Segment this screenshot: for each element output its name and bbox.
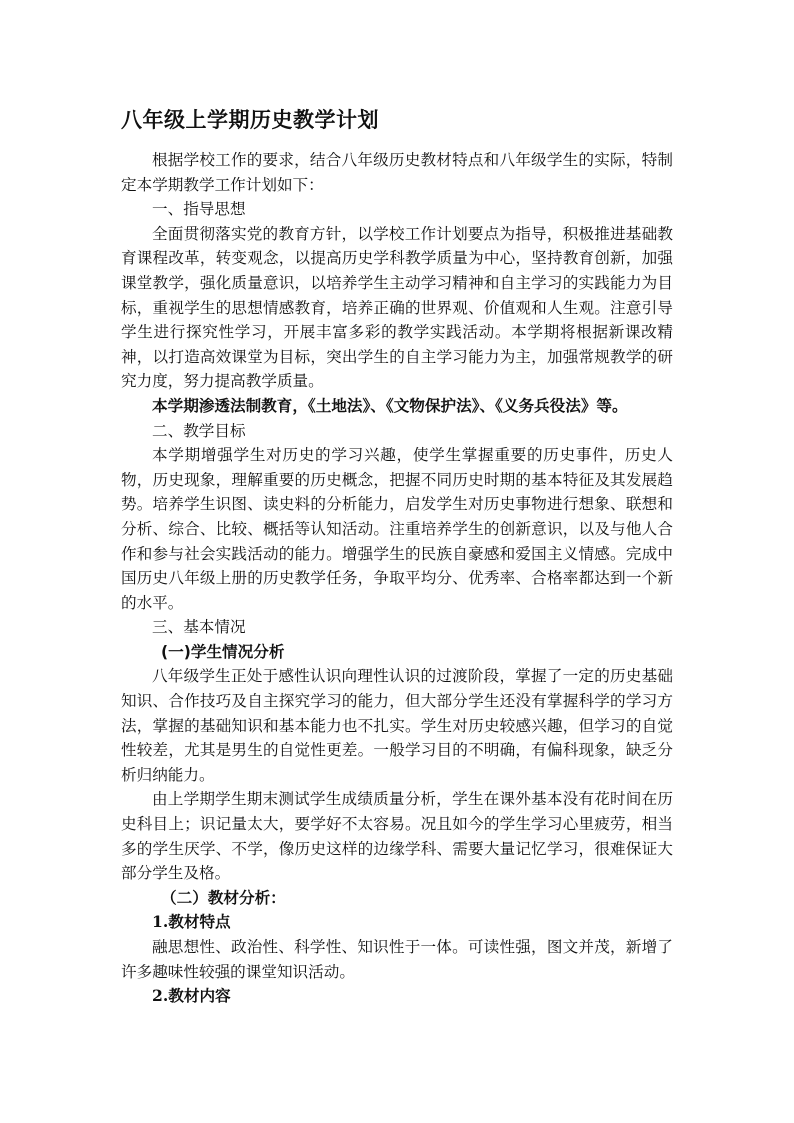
section-heading-teaching-goals: 二、教学目标 — [152, 421, 246, 440]
item-heading-textbook-features: 1.教材特点 — [152, 912, 231, 932]
item-heading-textbook-content: 2.教材内容 — [152, 986, 231, 1006]
subheading-student-analysis: (一)学生情况分析 — [161, 642, 285, 661]
section-heading-guiding-ideology: 一、指导思想 — [152, 200, 246, 219]
legal-education-paragraph: 本学期渗透法制教育，《土地法》、《文物保护法》、《义务兵役法》等。 — [152, 396, 628, 415]
section-heading-basic-situation: 三、基本情况 — [152, 618, 246, 637]
textbook-features-paragraph: 融思想性、政治性、科学性、知识性于一体。可读性强，图文并茂，新增了许多趣味性较强的课堂知识活动。 — [121, 938, 673, 981]
intro-paragraph: 根据学校工作的要求，结合八年级历史教材特点和八年级学生的实际，特制定本学期教学工作计划如下： — [121, 151, 673, 194]
student-analysis-paragraph-1: 八年级学生正处于感性认识向理性认识的过渡阶段，掌握了一定的历史基础知识、合作技巧及自主探究学习的能力，但大部分学生还没有掌握科学的学习方法，掌握的基础知识和基本能力也不扎实。学生对历史较感兴趣，但学习的自觉性较差，尤其是男生的自觉性更差。一般学习目的不明确，有偏科现象，缺乏分析归纳能力。 — [121, 667, 673, 784]
guiding-ideology-paragraph: 全面贯彻落实党的教育方针，以学校工作计划要点为指导，积极推进基础教育课程改革，转变观念，以提高历史学科教学质量为中心，坚持教育创新，加强课堂教学，强化质量意识，以培养学生主动学习精神和自主学习的实践能力为目标，重视学生的思想情感教育，培养正确的世界观、价值观和人生观。注意引导学生进行探究性学习，开展丰富多彩的教学实践活动。本学期将根据新课改精神，以打造高效课堂为目标，突出学生的自主学习能力为主，加强常规教学的研究力度，努力提高教学质量。 — [121, 224, 673, 391]
document-body — [121, 148, 673, 1009]
teaching-goals-paragraph: 本学期增强学生对历史的学习兴趣，使学生掌握重要的历史事件，历史人物，历史现象，理解重要的历史概念，把握不同历史时期的基本特征及其发展趋势。培养学生识图、读史料的分析能力，启发学生对历史事物进行想象、联想和分析、综合、比较、概括等认知活动。注重培养学生的创新意识，以及与他人合作和参与社会实践活动的能力。增强学生的民族自豪感和爱国主义情感。完成中国历史八年级上册的历史教学任务，争取平均分、优秀率、合格率都达到一个新的水平。 — [121, 446, 673, 612]
student-analysis-paragraph-2: 由上学期学生期末测试学生成绩质量分析，学生在课外基本没有花时间在历史科目上；识记量太大，要学好不太容易。况且如今的学生学习心里疲劳，相当多的学生厌学、不学，像历史这样的边缘学科、需要大量记忆学习，很难保证大部分学生及格。 — [121, 790, 673, 883]
subheading-textbook-analysis: （二）教材分析： — [161, 887, 286, 907]
document-title: 八年级上学期历史教学计划 — [121, 108, 379, 132]
